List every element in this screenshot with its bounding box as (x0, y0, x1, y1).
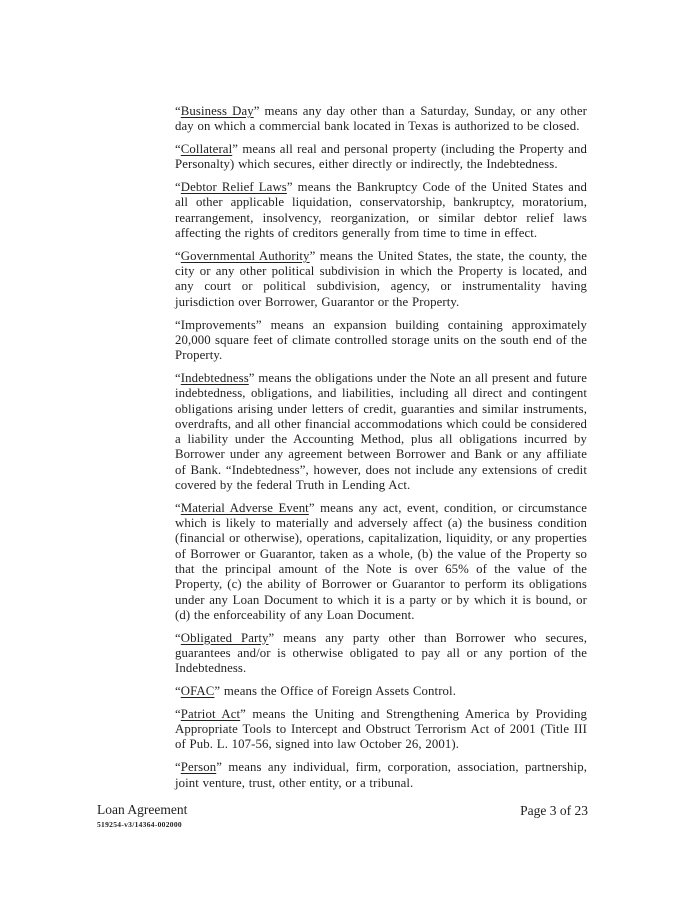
definition-text: means any act, event, condition, or circumstance which is likely to materially and adversely affect (a) the business condition (financial or otherwise), operations, capitalization, liquidity, or any properties of Borrower or Guarantor, taken as a whole, (b) the value of the Property so that the principal amount of the Note is over 65% of the value of the Property, (c) the ability of Borrower or Guarantor to perform its obligations under any Loan Document to which it is a party or by which it is bound, or (d) the enforceability of any Loan Document. (175, 500, 587, 622)
definition-paragraph (175, 249, 587, 310)
definition-paragraph (175, 371, 587, 493)
definition-paragraph (175, 631, 587, 677)
defined-term: Improvements (180, 317, 256, 332)
open-quote: “ (175, 500, 181, 515)
close-quote: ” (255, 317, 262, 332)
definition-text: means any day other than a Saturday, Sunday, or any other day on which a commercial bank located in Texas is authorized to be closed. (175, 104, 587, 134)
defined-term: Obligated Party (180, 630, 269, 645)
close-quote: ” (286, 180, 293, 195)
definition-paragraph (175, 684, 587, 699)
close-quote: ” (308, 500, 315, 515)
definition-paragraph (175, 104, 587, 135)
definition-text: means the obligations under the Note an all present and future indebtedness, obligations, and liabilities, including all direct and contingent obligations arising under letters of credit, guaranties and similar instruments, overdrafts, and all other financial accommodations which could be considered a liability under the Accounting Method, plus all obligations incurred by Borrower under any agreement between Borrower and Bank or any affiliate of Bank. “Indebtedness”, however, does not include any extensions of credit covered by the federal Truth in Lending Act. (175, 370, 587, 493)
defined-term: Collateral (180, 142, 233, 157)
footer-page-indicator: Page 3 of 23 (520, 803, 588, 818)
definition-text: means an expansion building containing approximately 20,000 square feet of climate controlled storage units on the south end of the Property. (175, 317, 588, 363)
definition-paragraph (175, 142, 587, 173)
definition-text: means the Uniting and Strengthening America by Providing Appropriate Tools to Intercept and Obstruct Terrorism Act of 2001 (Title III of Pub. L. 107-56, signed into law October 26, 2001). (175, 706, 587, 752)
open-quote: “ (175, 370, 181, 385)
footer-left (97, 802, 187, 829)
footer-doc-number: 519254-v3/14364-002000 (97, 820, 182, 829)
open-quote: “ (175, 706, 181, 721)
definition-text: means any party other than Borrower who secures, guarantees and/or is otherwise obligated to pay all or any portion of the Indebtedness. (175, 630, 587, 676)
defined-term: Governmental Authority (180, 248, 310, 263)
open-quote: “ (175, 760, 181, 775)
defined-term: Business Day (180, 104, 254, 118)
definition-paragraph (175, 760, 587, 791)
definition-text: means all real and personal property (including the Property and Personalty) which secures, either directly or indirectly, the Indebtedness. (175, 142, 588, 172)
close-quote: ” (216, 760, 222, 775)
defined-term: Patriot Act (180, 706, 241, 721)
defined-term: Material Adverse Event (180, 500, 309, 515)
open-quote: “ (175, 180, 181, 195)
open-quote: “ (175, 142, 181, 157)
footer-doc-title: Loan Agreement (97, 802, 188, 817)
defined-term: Indebtedness (180, 370, 249, 385)
open-quote: “ (175, 317, 181, 332)
open-quote: “ (175, 684, 181, 699)
definitions-section (175, 104, 587, 798)
definition-text: means the Office of Foreign Assets Control. (223, 684, 457, 699)
close-quote: ” (232, 142, 239, 157)
definition-paragraph (175, 501, 587, 623)
close-quote: ” (248, 370, 255, 385)
definition-paragraph (175, 318, 587, 364)
definition-paragraph (175, 180, 587, 241)
close-quote: ” (214, 684, 221, 699)
defined-term: Person (180, 760, 217, 775)
definition-paragraph (175, 707, 587, 753)
defined-term: Debtor Relief Laws (180, 180, 287, 195)
close-quote: ” (253, 104, 260, 118)
close-quote: ” (309, 248, 316, 263)
defined-term: OFAC (180, 684, 215, 699)
definition-text: means any individual, firm, corporation, association, partnership, joint venture, trust, other entity, or a tribunal. (175, 760, 587, 790)
definition-text: means the Bankruptcy Code of the United States and all other applicable liquidation, conservatorship, bankruptcy, moratorium, rearrangement, insolvency, reorganization, or similar debtor relief laws affecting the rights of creditors generally from time to time in effect. (175, 180, 587, 241)
definition-text: means the United States, the state, the county, the city or any other political subdivision in which the Property is located, and any court or political subdivision, agency, or instrumentality having jurisdiction over Borrower, Guarantor or the Property. (175, 248, 588, 309)
close-quote: ” (268, 630, 275, 645)
open-quote: “ (175, 630, 181, 645)
close-quote: ” (240, 706, 246, 721)
open-quote: “ (175, 248, 181, 263)
open-quote: “ (175, 104, 181, 118)
